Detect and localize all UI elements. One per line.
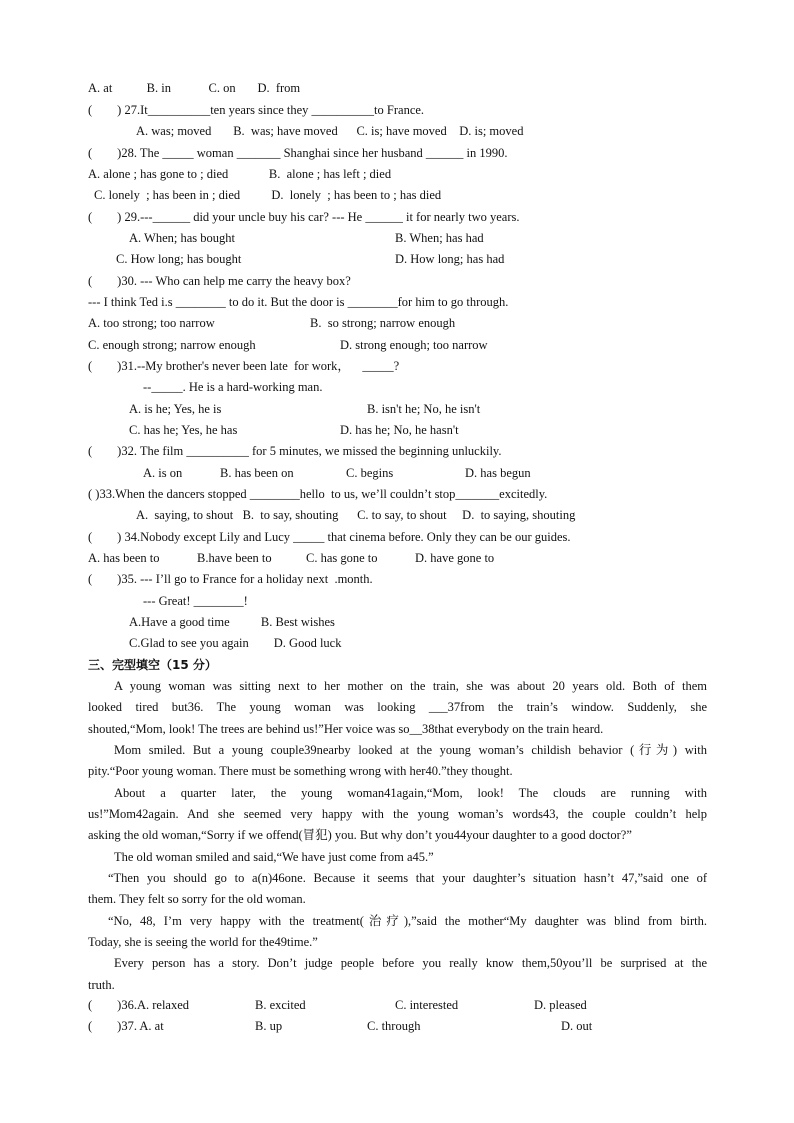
q35-options-ab: A.Have a good time B. Best wishes: [129, 615, 335, 629]
q26-options: A. at B. in C. on D. from: [88, 81, 301, 95]
q30-option-c: C. enough strong; narrow enough: [88, 338, 256, 352]
q33-stem: ( )33.When the dancers stopped ________hello to us, we’ll couldn’t stop_______excitedly.: [88, 487, 548, 501]
q28-options-ab: A. alone ; has gone to ; died B. alone ; has left ; died: [88, 167, 392, 181]
q29-option-a: A. When; has bought: [129, 231, 236, 245]
passage-line: The old woman smiled and said,“We have just come from a45.”: [114, 850, 434, 864]
passage-line: Today, she is seeing the world for the49time.”: [88, 935, 318, 949]
q32-option-b: B. has been on: [220, 466, 294, 480]
passage-line: Mom smiled. But a young couple39nearby looked at the young woman’s childish behavior (行为) with: [114, 743, 707, 757]
q31-stem: ( )31.--My brother's never been late for work， _____?: [88, 359, 400, 373]
q31-option-d: D. has he; No, he hasn't: [340, 423, 459, 437]
q32-option-a: A. is on: [143, 466, 183, 480]
q30-option-a: A. too strong; too narrow: [88, 316, 215, 330]
passage-line: truth.: [88, 978, 115, 992]
q31-option-b: B. isn't he; No, he isn't: [367, 402, 481, 416]
passage-line: pity.“Poor young woman. There must be something wrong with her40.”they thought.: [88, 764, 513, 778]
passage-line: shouted,“Mom, look! The trees are behind us!”Her voice was so__38that everybody on the train heard.: [88, 722, 604, 736]
q29-option-b: B. When; has had: [395, 231, 484, 245]
q37-option-d: D. out: [561, 1019, 593, 1033]
passage-line: asking the old woman,“Sorry if we offend(冒犯) you. But why don’t you44your daughter to a good doctor?”: [88, 828, 632, 842]
passage-line: A young woman was sitting next to her mother on the train, she was about 20 years old. Both of them: [114, 679, 707, 693]
q33-options: A. saying, to shout B. to say, shouting C. to say, to shout D. to saying, shouting: [136, 508, 576, 522]
q30-stem: ( )30. --- Who can help me carry the heavy box?: [88, 274, 351, 288]
q27-options: A. was; moved B. was; have moved C. is; have moved D. is; moved: [136, 124, 524, 138]
q28-stem: ( )28. The _____ woman _______ Shanghai since her husband ______ in 1990.: [88, 146, 508, 160]
passage-line: “No, 48, I’m very happy with the treatment(治疗),”said the mother“My daughter was blind from birth.: [108, 914, 707, 928]
q30-option-b: B. so strong; narrow enough: [310, 316, 456, 330]
passage-line: About a quarter later, the young woman41again,“Mom, look! The clouds are running with: [114, 786, 707, 800]
q35-stem: ( )35. --- I’ll go to France for a holiday next .month.: [88, 572, 373, 586]
q32-option-c: C. begins: [346, 466, 394, 480]
q30-dialog: --- I think Ted i.s ________ to do it. But the door is ________for him to go through.: [88, 295, 509, 309]
q29-stem: ( ) 29.---______ did your uncle buy his car? --- He ______ it for nearly two years.: [88, 210, 520, 224]
q36-option-d: D. pleased: [534, 998, 587, 1012]
q29-option-d: D. How long; has had: [395, 252, 505, 266]
q37-stem: ( )37. A. at: [88, 1019, 164, 1033]
q34-options: A. has been to B.have been to C. has gone to D. have gone to: [88, 551, 495, 565]
q32-option-d: D. has begun: [465, 466, 531, 480]
q37-option-c: C. through: [367, 1019, 421, 1033]
q35-options-cd: C.Glad to see you again D. Good luck: [129, 636, 342, 650]
q36-option-b: B. excited: [255, 998, 306, 1012]
passage-line: Every person has a story. Don’t judge people before you really know them,50you’ll be surprised at the: [114, 956, 707, 970]
passage-line: them. They felt so sorry for the old woman.: [88, 892, 306, 906]
q29-option-c: C. How long; has bought: [116, 252, 242, 266]
q31-option-a: A. is he; Yes, he is: [129, 402, 222, 416]
passage-line: looked tired but36. The young woman was looking ___37from the train’s window. Suddenly, she: [88, 700, 707, 714]
q28-options-cd: C. lonely ; has been in ; died D. lonely ; has been to ; has died: [94, 188, 442, 202]
q37-option-b: B. up: [255, 1019, 283, 1033]
section-heading: 三、完型填空（15 分）: [88, 658, 217, 672]
q31-option-c: C. has he; Yes, he has: [129, 423, 238, 437]
passage-line: “Then you should go to a(n)46one. Because it seems that your daughter’s situation hasn’t 47,”said one of: [108, 871, 707, 885]
q35-dialog: --- Great! ________!: [143, 594, 248, 608]
q34-stem: ( ) 34.Nobody except Lily and Lucy _____ that cinema before. Only they can be our guides.: [88, 530, 571, 544]
q31-dialog: --_____. He is a hard-working man.: [143, 380, 323, 394]
passage-line: us!”Mom42again. And she seemed very happy with the young woman’s words43, the couple couldn’t help: [88, 807, 707, 821]
q36-option-c: C. interested: [395, 998, 459, 1012]
q36-stem: ( )36.A. relaxed: [88, 998, 190, 1012]
q32-stem: ( )32. The film __________ for 5 minutes, we missed the beginning unluckily.: [88, 444, 502, 458]
q27-stem: ( ) 27.It__________ten years since they __________to France.: [88, 103, 425, 117]
q30-option-d: D. strong enough; too narrow: [340, 338, 488, 352]
